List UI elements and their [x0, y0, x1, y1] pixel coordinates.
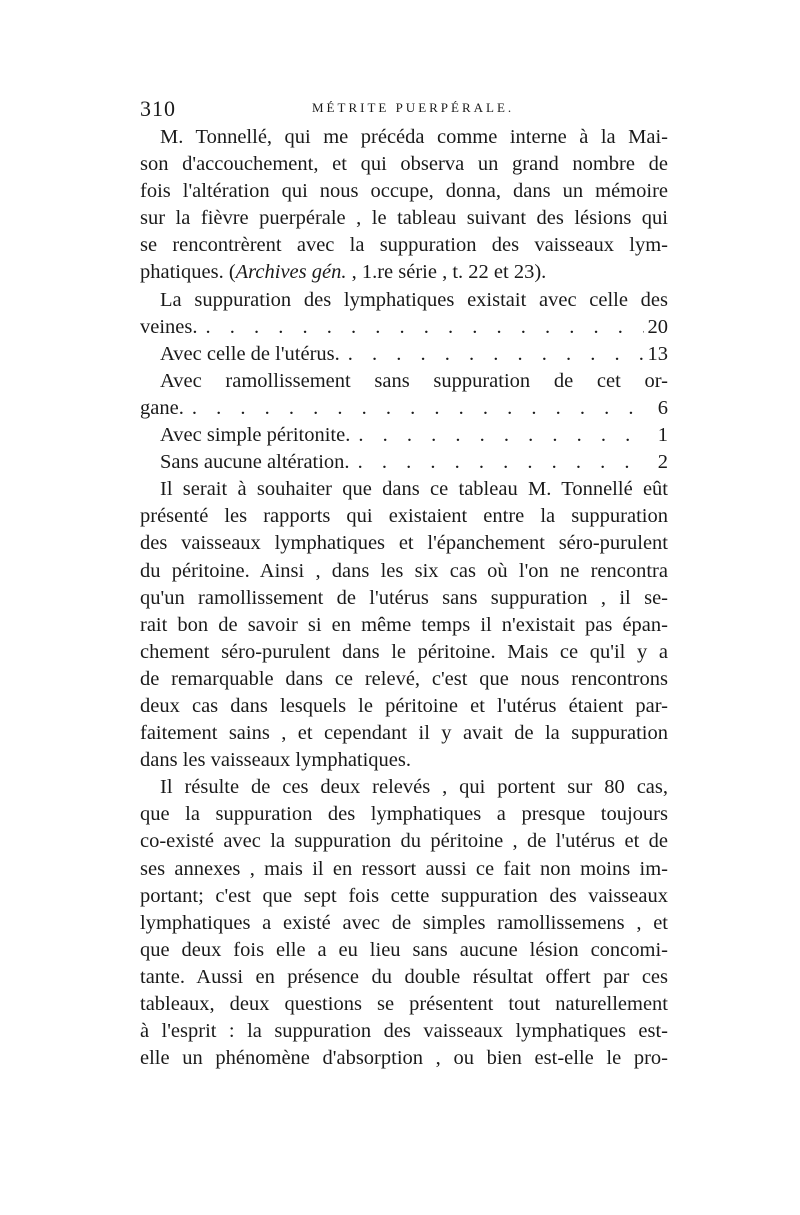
paragraph-1	[140, 124, 668, 287]
table-row	[140, 341, 668, 368]
text-line: chement séro-purulent dans le péritoine. Mais ce qu'il y a	[140, 640, 668, 663]
table-row-label-wrapped: Avec ramollissement sans suppuration de cet or-	[160, 369, 668, 392]
page-number: 310	[140, 96, 176, 121]
text-line: présenté les rapports qui existaient entre la suppuration	[140, 505, 668, 528]
text-line: co-existé avec la suppuration du péritoine , de l'utérus et de	[140, 830, 668, 853]
text-line: de remarquable dans ce relevé, c'est que nous rencontrons	[140, 667, 668, 690]
table-rows	[140, 314, 668, 477]
text-line: que la suppuration des lymphatiques a presque toujours	[140, 803, 668, 826]
text-line: sur la fièvre puerpérale , le tableau suivant des lésions qui	[140, 207, 668, 230]
dot-leader	[184, 395, 644, 422]
text-line: elle un phénomène d'absorption , ou bien est-elle le pro-	[140, 1047, 668, 1070]
text-line: portant; c'est que sept fois cette suppuration des vaisseaux	[140, 884, 668, 907]
text-line: à l'esprit : la suppuration des vaisseaux lymphatiques est-	[140, 1020, 668, 1043]
text-line: qu'un ramollissement de l'utérus sans suppuration , il se-	[140, 586, 668, 609]
page-body	[140, 124, 668, 1072]
table-row-value: 6	[657, 396, 668, 419]
text-line: Il résulte de ces deux relevés , qui portent sur 80 cas,	[160, 776, 668, 799]
table-row	[140, 314, 668, 341]
table-row-label: Avec simple péritonite.	[160, 424, 351, 447]
text-line: son d'accouchement, et qui observa un grand nombre de	[140, 153, 668, 176]
table-row-value: 2	[657, 451, 668, 474]
text-line: rait bon de savoir si en même temps il n'existait pas épan-	[140, 613, 668, 636]
text-line: Il serait à souhaiter que dans ce tableau M. Tonnellé eût	[160, 478, 668, 501]
text-line-citation	[140, 259, 668, 286]
paragraph-2	[140, 476, 668, 774]
text-line: M. Tonnellé, qui me précéda comme interne à la Mai-	[160, 126, 668, 148]
dot-leader	[350, 449, 644, 476]
table-row-label: veines.	[140, 315, 198, 338]
lesions-table	[140, 287, 668, 477]
dot-leader	[198, 314, 645, 341]
text-line: ses annexes , mais il en ressort aussi ce fait non moins im-	[140, 857, 668, 880]
text-line: tableaux, deux questions se présentent tout naturellement	[140, 993, 668, 1015]
dot-leader	[340, 341, 644, 368]
citation-prefix: phatiques. (	[140, 261, 236, 284]
citation-journal: Archives gén.	[235, 261, 347, 284]
text-line: faitement sains , et cependant il y avait de la suppuration	[140, 722, 668, 745]
dot-leader	[350, 422, 644, 449]
text-line: que deux fois elle a eu lieu sans aucune lésion concomi-	[140, 938, 668, 961]
table-row	[140, 449, 668, 476]
table-row-value: 13	[647, 342, 668, 365]
text-line: des vaisseaux lymphatiques et l'épanchement séro-purulent	[140, 532, 668, 555]
table-row-label: gane.	[140, 396, 184, 419]
text-line: du péritoine. Ainsi , dans les six cas où l'on ne rencontra	[140, 559, 668, 582]
table-row-value: 20	[647, 315, 668, 338]
citation-suffix: , 1.re série , t. 22 et 23).	[346, 261, 547, 284]
text-line: lymphatiques a existé avec de simples ramollissemens , et	[140, 911, 668, 934]
text-line: deux cas dans lesquels le péritoine et l'utérus étaient par-	[140, 694, 668, 717]
running-title: MÉTRITE PUERPÉRALE.	[312, 100, 515, 115]
text-line: fois l'altération qui nous occupe, donna, dans un mémoire	[140, 180, 668, 203]
table-row	[140, 395, 668, 422]
page-header	[140, 96, 668, 120]
table-row-label: Sans aucune altération.	[160, 451, 350, 474]
text-line: dans les vaisseaux lymphatiques.	[140, 749, 412, 772]
text-line: se rencontrèrent avec la suppuration des vaisseaux lym-	[140, 234, 668, 257]
text-line: tante. Aussi en présence du double résultat offert par ces	[140, 965, 668, 988]
paragraph-3	[140, 774, 668, 1072]
table-row-label: Avec celle de l'utérus.	[160, 342, 340, 365]
table-row	[140, 422, 668, 449]
table-intro: La suppuration des lymphatiques existait avec celle des	[160, 288, 668, 311]
table-row-value: 1	[657, 424, 668, 447]
